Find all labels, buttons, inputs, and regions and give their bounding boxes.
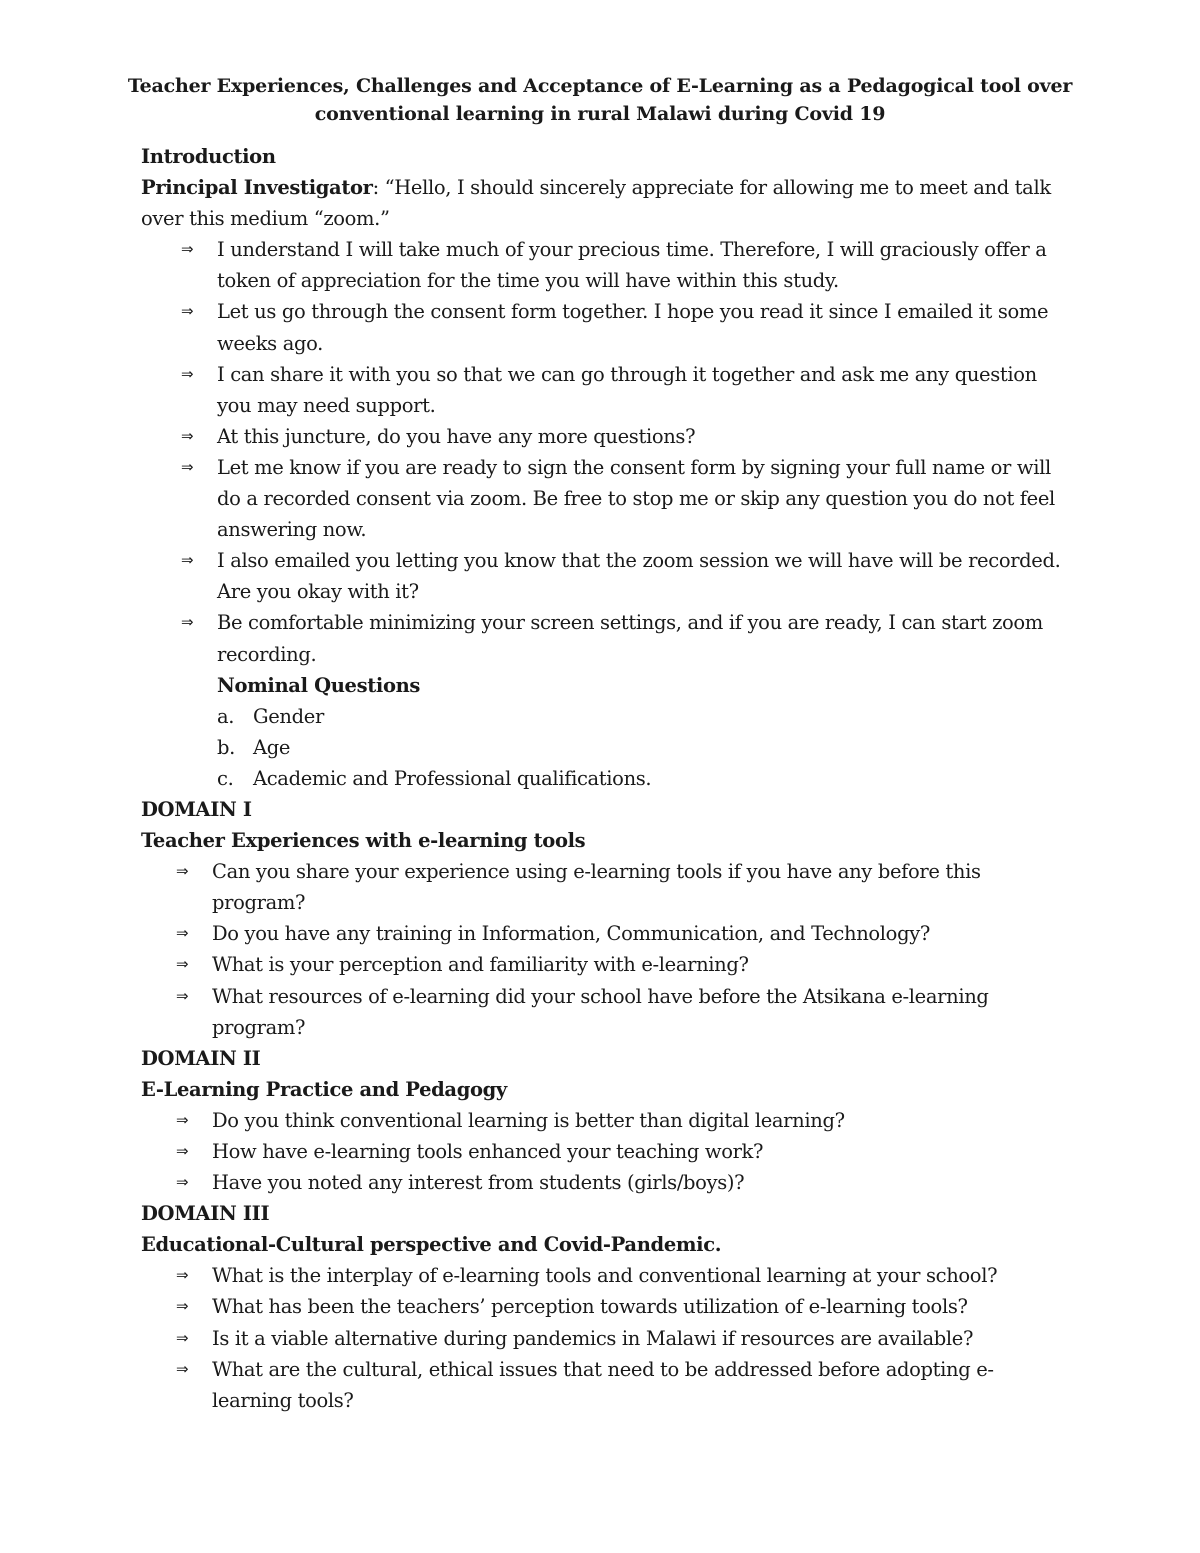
list-item — [181, 452, 1071, 545]
list-item — [176, 1354, 1071, 1416]
domain-2-label: DOMAIN II — [141, 1046, 261, 1070]
list-item-text: Gender — [253, 704, 324, 728]
list-item-text: I understand I will take much of your precious time. Therefore, I will graciously offer a token of appreciation for the time you will have within this study. — [217, 238, 1047, 293]
arrow-bullet-icon: ⇒ — [181, 240, 194, 259]
list-item — [181, 296, 1071, 358]
list-item-text: I also emailed you letting you know that the zoom session we will have will be recorded. Are you okay with it? — [217, 549, 1061, 604]
arrow-bullet-icon: ⇒ — [181, 551, 194, 570]
domain-3-label: DOMAIN III — [141, 1202, 270, 1226]
arrow-bullet-icon: ⇒ — [181, 364, 194, 383]
domain-1-heading: Teacher Experiences with e-learning tools — [141, 829, 586, 853]
arrow-bullet-icon: ⇒ — [181, 457, 194, 476]
list-item-text: Do you think conventional learning is better than digital learning? — [212, 1108, 845, 1132]
intro-heading: Introduction — [141, 145, 276, 168]
arrow-bullet-icon: ⇒ — [181, 613, 194, 632]
list-item — [181, 545, 1071, 607]
list-item — [217, 701, 1071, 732]
arrow-bullet-icon: ⇒ — [176, 1297, 189, 1316]
list-item — [176, 949, 1071, 980]
list-item — [176, 1105, 1071, 1136]
domain-2-list — [176, 1105, 1071, 1198]
speaker-label: Principal Investigator — [141, 176, 373, 200]
list-item-text: What has been the teachers’ perception towards utilization of e-learning tools? — [212, 1295, 968, 1319]
list-item-text: I can share it with you so that we can go through it together and ask me any question you may need support. — [217, 362, 1037, 417]
list-item-text: Academic and Professional qualifications. — [253, 766, 652, 790]
list-item — [181, 607, 1071, 669]
arrow-bullet-icon: ⇒ — [181, 426, 194, 445]
list-item — [176, 1167, 1071, 1198]
nominal-list — [217, 701, 1071, 794]
list-item — [176, 1260, 1071, 1291]
list-item — [217, 732, 1071, 763]
list-item — [176, 1291, 1071, 1322]
document-body — [141, 141, 1071, 1416]
domain-3-list — [176, 1260, 1071, 1415]
list-item — [176, 1323, 1071, 1354]
intro-list — [181, 234, 1071, 669]
list-item-text: Have you noted any interest from students (girls/boys)? — [212, 1171, 745, 1195]
arrow-bullet-icon: ⇒ — [176, 862, 189, 881]
arrow-bullet-icon: ⇒ — [176, 1110, 189, 1129]
arrow-bullet-icon: ⇒ — [176, 924, 189, 943]
arrow-bullet-icon: ⇒ — [176, 1328, 189, 1347]
domain-1-label: DOMAIN I — [141, 797, 252, 821]
list-marker: a. — [217, 704, 235, 728]
domain-1-list — [176, 856, 1071, 1043]
list-item-text: What are the cultural, ethical issues that need to be addressed before adopting e-learning tools? — [212, 1357, 994, 1412]
nominal-questions — [217, 670, 1071, 794]
title-line-1: Teacher Experiences, Challenges and Acceptance of E-Learning as a Pedagogical tool over — [127, 75, 1073, 97]
list-item — [176, 981, 1071, 1043]
list-item-text: Do you have any training in Information, Communication, and Technology? — [212, 922, 930, 946]
list-item — [176, 918, 1071, 949]
arrow-bullet-icon: ⇒ — [176, 955, 189, 974]
list-item-text: How have e-learning tools enhanced your teaching work? — [212, 1140, 764, 1163]
list-item-text: At this juncture, do you have any more questions? — [217, 424, 696, 448]
list-item-text: What is the interplay of e-learning tools and conventional learning at your school? — [212, 1264, 998, 1288]
nominal-heading: Nominal Questions — [217, 673, 421, 697]
arrow-bullet-icon: ⇒ — [176, 1142, 189, 1160]
list-item-text: Is it a viable alternative during pandemics in Malawi if resources are available? — [212, 1326, 974, 1350]
arrow-bullet-icon: ⇒ — [176, 1359, 189, 1378]
list-item-text: What resources of e-learning did your school have before the Atsikana e-learning program? — [212, 984, 989, 1039]
arrow-bullet-icon: ⇒ — [176, 1266, 189, 1285]
list-item-text: Be comfortable minimizing your screen settings, and if you are ready, I can start zoom recording. — [217, 611, 1043, 666]
title-line-2: conventional learning in rural Malawi during Covid 19 — [314, 103, 886, 125]
speaker-text: : “Hello, I should sincerely appreciate for allowing me to meet and talk over this medium “zoom.” — [141, 176, 1051, 231]
list-item-text: Can you share your experience using e-learning tools if you have any before this program? — [212, 860, 981, 915]
arrow-bullet-icon: ⇒ — [181, 302, 194, 321]
domain-2-heading: E-Learning Practice and Pedagogy — [141, 1077, 507, 1101]
arrow-bullet-icon: ⇒ — [176, 1173, 189, 1192]
list-item — [181, 359, 1071, 421]
domain-3-heading: Educational-Cultural perspective and Covid-Pandemic. — [141, 1233, 722, 1257]
list-marker: b. — [217, 735, 235, 759]
intro-paragraph — [141, 172, 1071, 234]
list-item-text: Let us go through the consent form together. I hope you read it since I emailed it some weeks ago. — [217, 300, 1049, 355]
list-item — [176, 1136, 1071, 1167]
list-marker: c. — [217, 766, 234, 790]
document-title — [100, 72, 1100, 128]
list-item-text: What is your perception and familiarity with e-learning? — [212, 953, 749, 977]
list-item — [181, 234, 1071, 296]
list-item — [176, 856, 1071, 918]
list-item-text: Let me know if you are ready to sign the consent form by signing your full name or will do a recorded consent via zoom. Be free to stop me or skip any question you do not feel answering now. — [217, 455, 1055, 542]
list-item — [181, 421, 1071, 452]
list-item — [217, 763, 1071, 794]
arrow-bullet-icon: ⇒ — [176, 986, 189, 1005]
list-item-text: Age — [253, 735, 291, 759]
